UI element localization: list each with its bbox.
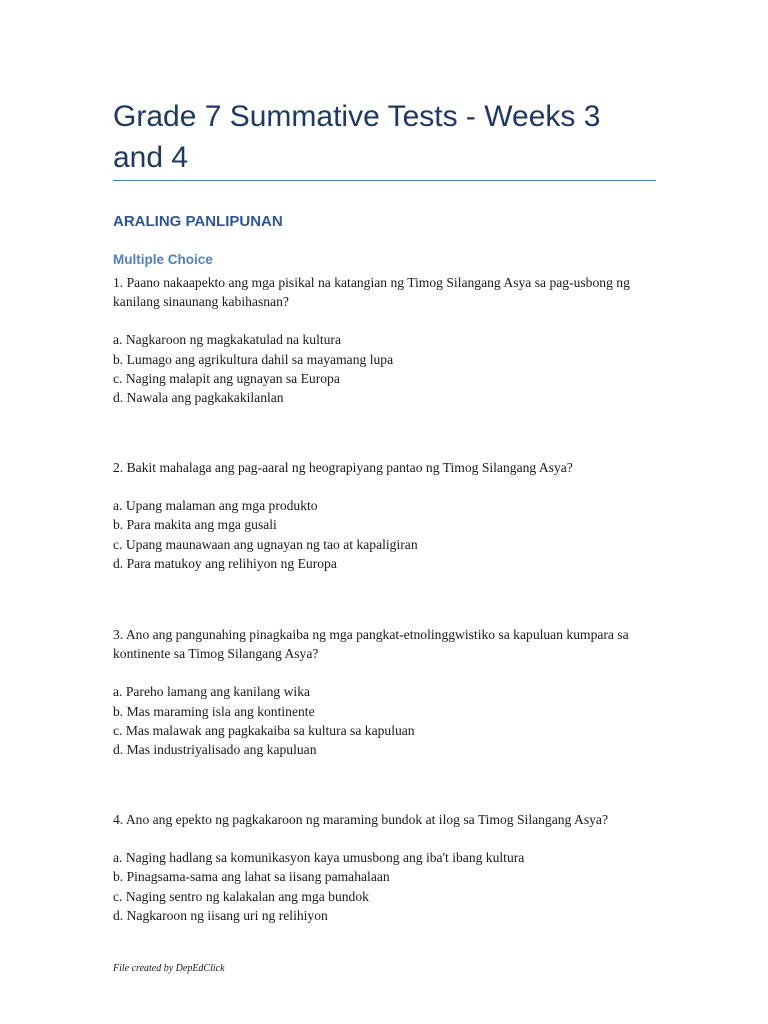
choice-d: d. Nawala ang pagkakakilanlan (113, 390, 284, 406)
question-2 (113, 458, 658, 573)
choice-c: c. Naging sentro ng kalakalan ang mga bundok (113, 888, 369, 904)
choice-d: d. Mas industriyalisado ang kapuluan (113, 742, 317, 758)
question-1 (113, 273, 658, 407)
choice-b: b. Para makita ang mga gusali (113, 517, 277, 533)
choice-c: c. Mas malawak ang pagkakaiba sa kultura sa kapuluan (113, 722, 415, 738)
choice-d: d. Nagkaroon ng iisang uri ng relihiyon (113, 907, 328, 923)
section-heading: Multiple Choice (113, 252, 213, 267)
choice-b: b. Pinagsama-sama ang lahat sa iisang pamahalaan (113, 869, 390, 885)
choice-list (113, 848, 658, 925)
subject-heading: ARALING PANLIPUNAN (113, 213, 283, 230)
title-divider (113, 180, 656, 181)
choice-a: a. Nagkaroon ng magkakatulad na kultura (113, 332, 341, 348)
choice-list (113, 496, 658, 573)
choice-list (113, 330, 658, 407)
choice-b: b. Lumago ang agrikultura dahil sa mayamang lupa (113, 351, 394, 367)
choice-a: a. Pareho lamang ang kanilang wika (113, 684, 311, 700)
question-text: 1. Paano nakaapekto ang mga pisikal na katangian ng Timog Silangang Asya sa pag-usbong ng kanilang sinaunang kabihasnan? (113, 275, 630, 310)
question-text: 3. Ano ang pangunahing pinagkaiba ng mga pangkat-etnolinggwistiko sa kapuluan kumpara sa kontinente sa Timog Silangang Asya? (113, 627, 629, 662)
choice-c: c. Upang maunawaan ang ugnayan ng tao at kapaligiran (113, 536, 418, 552)
question-text: 2. Bakit mahalaga ang pag-aaral ng heograpiyang pantao ng Timog Silangang Asya? (113, 460, 573, 475)
question-text: 4. Ano ang epekto ng pagkakaroon ng maraming bundok at ilog sa Timog Silangang Asya? (113, 812, 608, 827)
choice-a: a. Upang malaman ang mga produkto (113, 498, 318, 514)
choice-d: d. Para matukoy ang relihiyon ng Europa (113, 555, 337, 571)
question-3 (113, 625, 658, 759)
footer-credit: File created by DepEdClick (113, 963, 225, 974)
choice-b: b. Mas maraming isla ang kontinente (113, 703, 315, 719)
choice-list (113, 682, 658, 759)
document-page (113, 0, 658, 1024)
choice-a: a. Naging hadlang sa komunikasyon kaya umusbong ang iba't ibang kultura (113, 850, 525, 866)
document-title: Grade 7 Summative Tests - Weeks 3 and 4 (113, 100, 601, 174)
choice-c: c. Naging malapit ang ugnayan sa Europa (113, 370, 340, 386)
question-4 (113, 810, 658, 925)
